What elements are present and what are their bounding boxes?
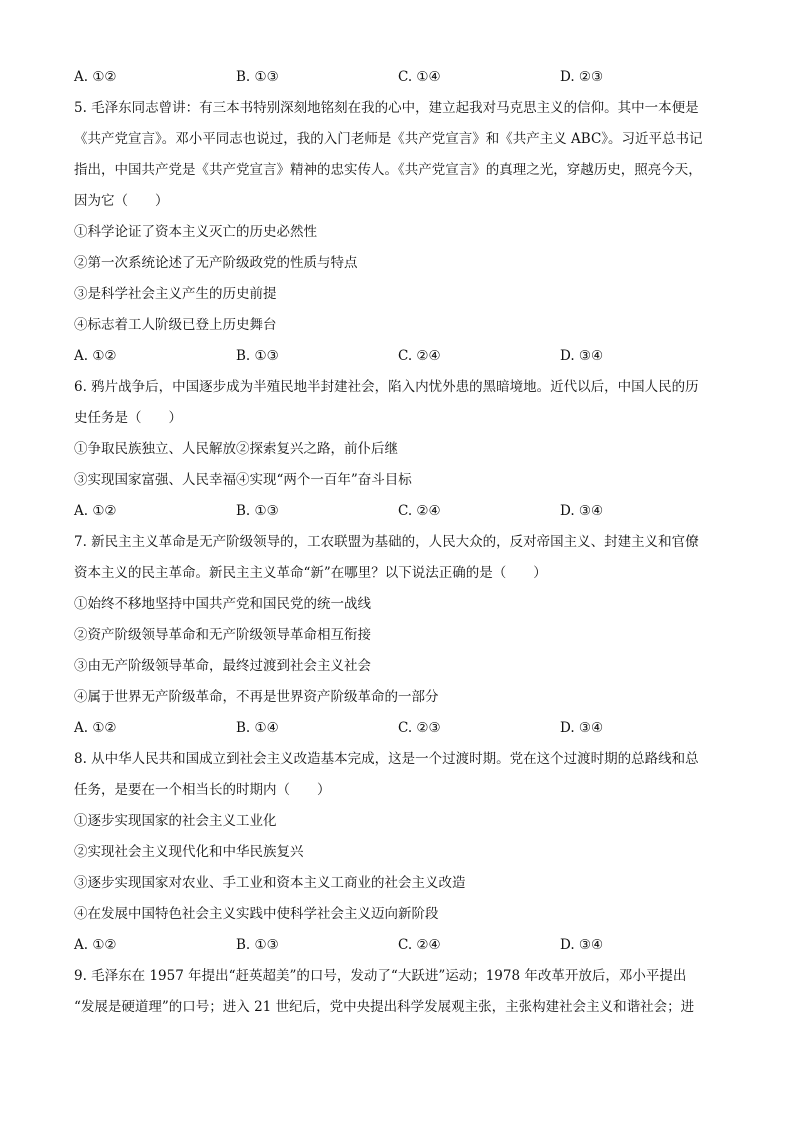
q7-choice-b: B. ①④ [236, 720, 279, 736]
q4-choice-a: A. ①② [74, 69, 117, 85]
q5-option: ②第一次系统论述了无产阶级政党的性质与特点 [74, 255, 358, 271]
q7-stem-line: 资本主义的民主革命。新民主主义革命“新”在哪里？以下说法正确的是（ ） [74, 565, 547, 581]
q8-choice-a: A. ①② [74, 937, 117, 953]
q8-option: ④在发展中国特色社会主义实践中使科学社会主义迈向新阶段 [74, 906, 439, 922]
q4-choice-b: B. ①③ [236, 69, 279, 85]
q8-option: ②实现社会主义现代化和中华民族复兴 [74, 844, 304, 860]
q5-option: ①科学论证了资本主义灭亡的历史必然性 [74, 224, 317, 240]
q4-choice-d: D. ②③ [560, 69, 604, 85]
q6-choice-b: B. ①③ [236, 503, 279, 519]
q7-choice-c: C. ②③ [398, 720, 441, 736]
q7-choices [74, 713, 734, 744]
q9-stem-line: “发展是硬道理”的口号；进入 21 世纪后，党中央提出科学发展观主张，主张构建社会主义和谐社会；进 [74, 999, 695, 1015]
q5-stem-line: 5. 毛泽东同志曾讲：有三本书特别深刻地铭刻在我的心中，建立起我对马克思主义的信仰。其中一本便是 [74, 100, 699, 116]
q4-choice-c: C. ①④ [398, 69, 441, 85]
q6-option: ①争取民族独立、人民解放②探索复兴之路，前仆后继 [74, 441, 398, 457]
q8-stem-line: 任务，是要在一个相当长的时期内（ ） [74, 782, 331, 798]
q5-stem-line: 指出，中国共产党是《共产党宣言》精神的忠实传人。《共产党宣言》的真理之光，穿越历史，照亮今天， [74, 162, 702, 178]
q8-choices [74, 930, 734, 961]
q5-choice-a: A. ①② [74, 348, 117, 364]
q8-option: ①逐步实现国家的社会主义工业化 [74, 813, 277, 829]
q8-choice-c: C. ②④ [398, 937, 441, 953]
q6-option: ③实现国家富强、人民幸福④实现“两个一百年”奋斗目标 [74, 472, 412, 488]
q7-choice-a: A. ①② [74, 720, 117, 736]
q5-choice-b: B. ①③ [236, 348, 279, 364]
q6-choice-c: C. ②④ [398, 503, 441, 519]
q5-option: ③是科学社会主义产生的历史前提 [74, 286, 277, 302]
q7-stem-line: 7. 新民主主义革命是无产阶级领导的，工农联盟为基础的，人民大众的，反对帝国主义、封建主义和官僚 [74, 534, 699, 550]
question-5 [74, 93, 734, 372]
question-8 [74, 744, 734, 961]
q7-choice-d: D. ③④ [560, 720, 604, 736]
q4-choices [74, 62, 734, 93]
q8-choice-b: B. ①③ [236, 937, 279, 953]
q6-choice-d: D. ③④ [560, 503, 604, 519]
q7-option: ④属于世界无产阶级革命，不再是世界资产阶级革命的一部分 [74, 689, 439, 705]
q5-option: ④标志着工人阶级已登上历史舞台 [74, 317, 277, 333]
q6-choices [74, 496, 734, 527]
q5-choice-c: C. ②④ [398, 348, 441, 364]
q8-option: ③逐步实现国家对农业、手工业和资本主义工商业的社会主义改造 [74, 875, 466, 891]
question-6 [74, 372, 734, 527]
q5-stem-line: 因为它（ ） [74, 193, 169, 209]
q6-stem-line: 6. 鸦片战争后，中国逐步成为半殖民地半封建社会，陷入内忧外患的黑暗境地。近代以后，中国人民的历 [74, 379, 699, 395]
question-7 [74, 527, 734, 744]
q7-option: ②资产阶级领导革命和无产阶级领导革命相互衔接 [74, 627, 371, 643]
q7-option: ③由无产阶级领导革命，最终过渡到社会主义社会 [74, 658, 371, 674]
q7-option: ①始终不移地坚持中国共产党和国民党的统一战线 [74, 596, 371, 612]
q6-choice-a: A. ①② [74, 503, 117, 519]
q8-choice-d: D. ③④ [560, 937, 604, 953]
q5-choice-d: D. ③④ [560, 348, 604, 364]
q5-choices [74, 341, 734, 372]
exam-page [74, 62, 734, 1023]
q5-stem-line: 《共产党宣言》。邓小平同志也说过，我的入门老师是《共产党宣言》和《共产主义 ABC》。习近平总书记 [74, 131, 703, 147]
q6-stem-line: 史任务是（ ） [74, 410, 182, 426]
q9-stem-line: 9. 毛泽东在 1957 年提出“赶英超美”的口号，发动了“大跃进”运动；1978 年改革开放后，邓小平提出 [74, 968, 687, 984]
question-9 [74, 961, 734, 1023]
q8-stem-line: 8. 从中华人民共和国成立到社会主义改造基本完成，这是一个过渡时期。党在这个过渡时期的总路线和总 [74, 751, 699, 767]
